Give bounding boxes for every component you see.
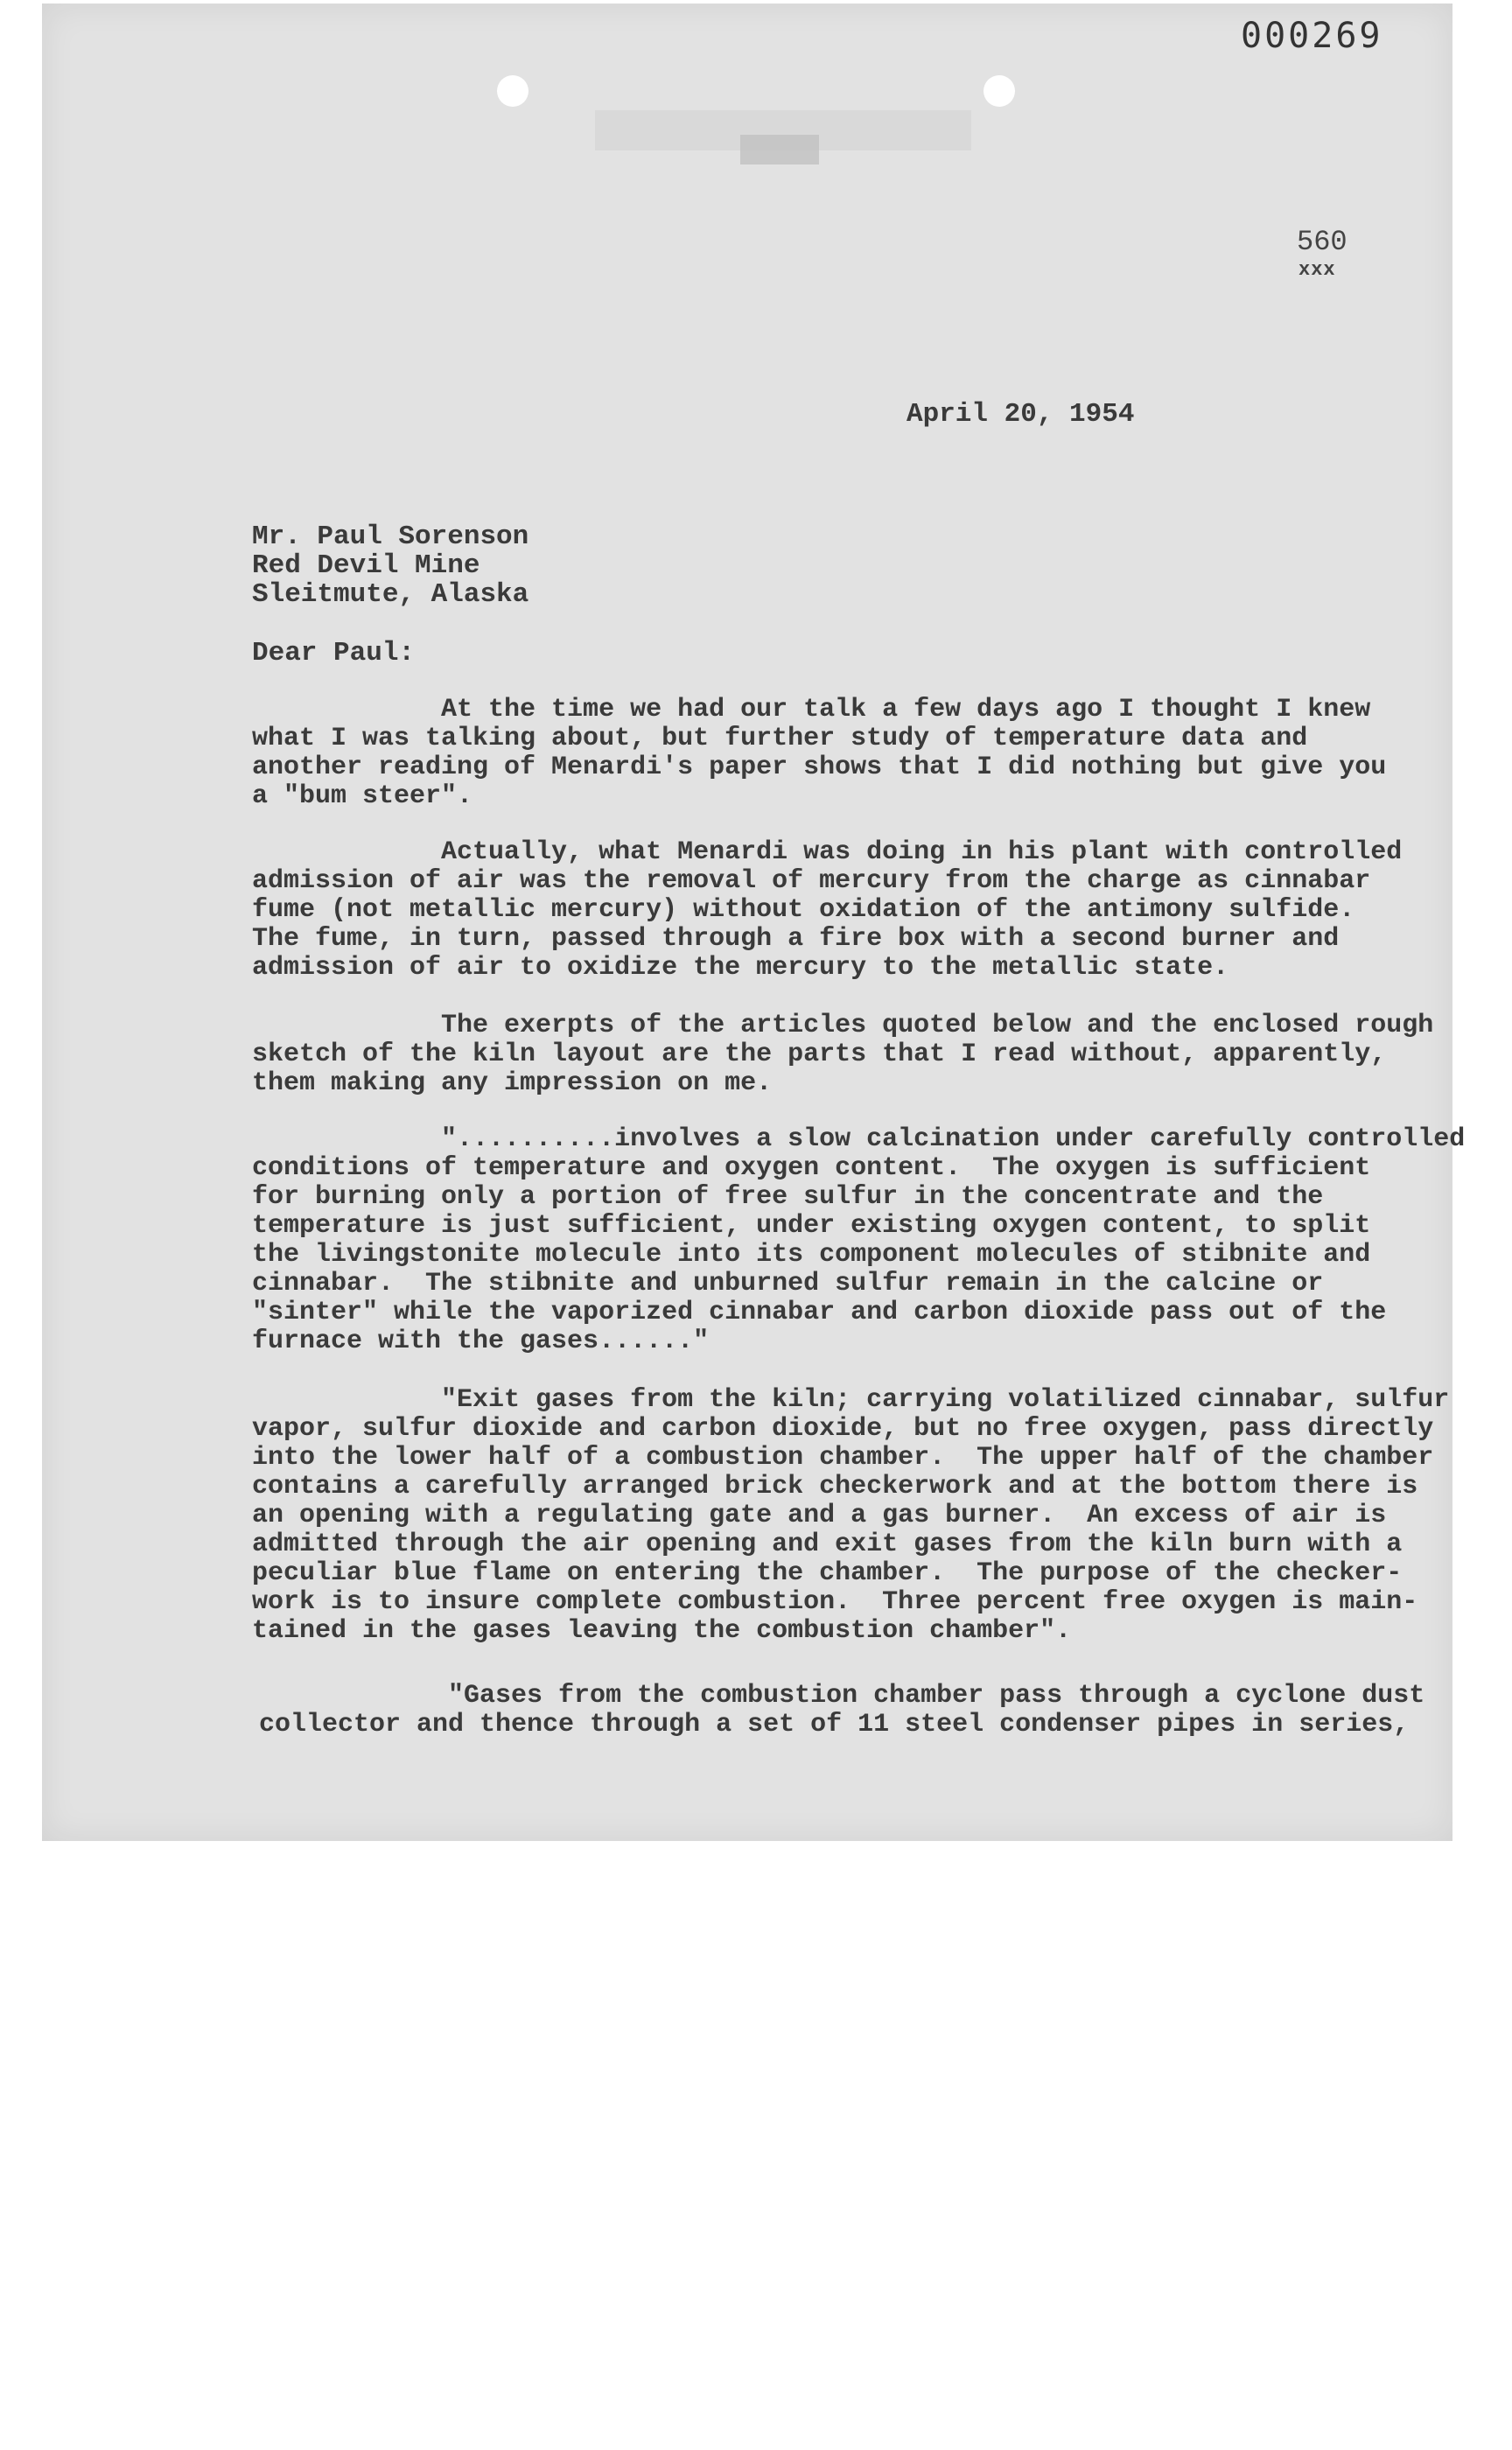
quoted-paragraph-3: "Gases from the combustion chamber pass through a cyclone dust collector and thence through a set of 11 steel condenser pipes in series, [259,1681,1425,1740]
quoted-paragraph-2: "Exit gases from the kiln; carrying volatilized cinnabar, sulfur vapor, sulfur dioxide and carbon dioxide, but no free oxygen, pass directly into the lower half of a combustion chamber. The upper half of the chamber contains a carefully arranged brick checkerwork and at the bottom there is an opening with a regulating gate and a gas burner. An excess of air is admitted through the air opening and exit gases from the kiln burn with a peculiar blue flame on entering the chamber. The purpose of the checker- work is to insure complete combustion. Three percent free oxygen is main- tained in the gases leaving the combustion chamber". [252,1385,1450,1646]
recipient-name: Mr. Paul Sorenson [252,522,529,552]
quoted-paragraph-1: "..........involves a slow calcination under carefully controlled conditions of temperature and oxygen content. The oxygen is sufficient for burning only a portion of free sulfur in the concentrate and the temperature is just sufficient, under existing oxygen content, to split the livingstonite molecule into its component molecules of stibnite and cinnabar. The stibnite and unburned sulfur remain in the calcine or "sinter" while the vaporized cinnabar and carbon dioxide pass out of the furnace with the gases......" [252,1124,1466,1356]
paragraph-3: The exerpts of the articles quoted below and the enclosed rough sketch of the kiln layout are the parts that I read without, apparently, them making any impression on me. [252,1011,1434,1098]
letter-date: April 20, 1954 [906,399,1135,430]
salutation: Dear Paul: [252,638,416,668]
recipient-location: Sleitmute, Alaska [252,579,529,610]
recipient-organization: Red Devil Mine [252,550,480,581]
bleed-through-mark-dark [740,135,819,164]
file-number: 560 [1297,226,1348,258]
paragraph-2: Actually, what Menardi was doing in his plant with controlled admission of air was the removal of mercury from the charge as cinnabar fume (not metallic mercury) without oxidation of the antimony sulfide. The fume, in turn, passed through a fire box with a second burner and admission of air to oxidize the mercury to the metallic state. [252,837,1403,983]
punch-hole-left [497,75,528,107]
file-mark: xxx [1298,259,1336,281]
serial-number: 000269 [1241,16,1383,56]
punch-hole-right [984,75,1015,107]
paragraph-1: At the time we had our talk a few days ago I thought I knew what I was talking about, but further study of temperature data and another reading of Menardi's paper shows that I did nothing but give you a "bum steer". [252,695,1387,811]
